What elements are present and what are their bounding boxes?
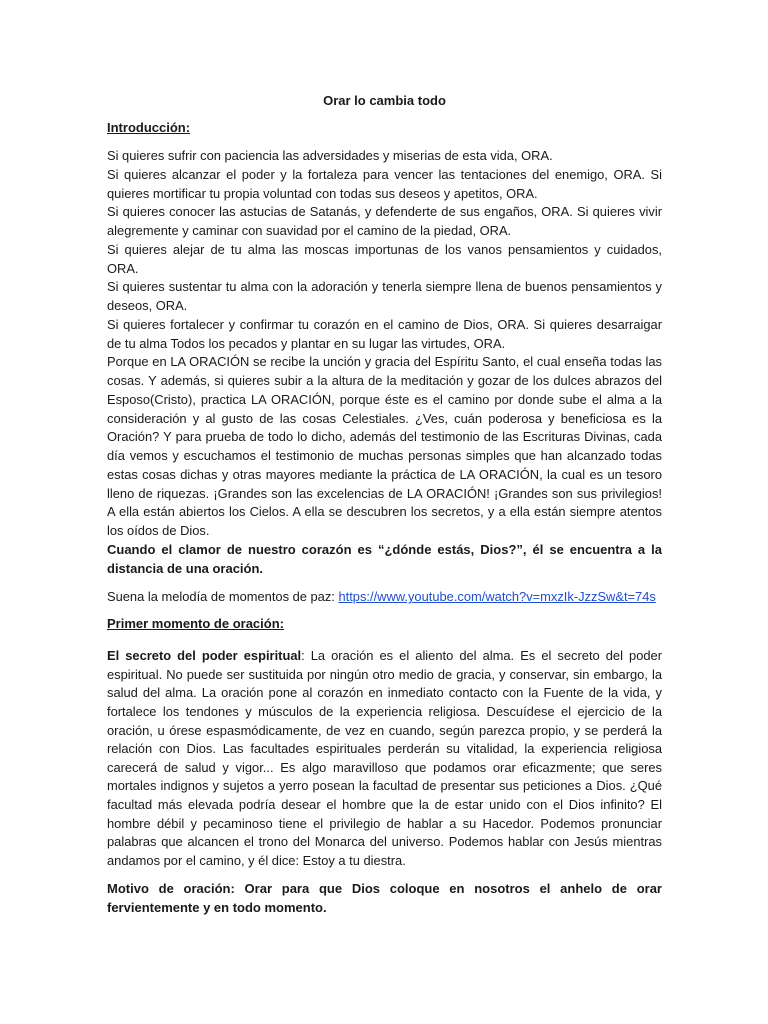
intro-line: Si quieres fortalecer y confirmar tu corazón en el camino de Dios, ORA. Si quieres desarraigar de tu alma Todos los pecados y plantar en su lugar las virtudes, ORA. xyxy=(107,316,662,351)
section1-paragraph xyxy=(107,647,662,870)
section1-heading: Primer momento de oración: xyxy=(107,616,284,632)
prayer-motive: Motivo de oración: Orar para que Dios coloque en nosotros el anhelo de orar fervientemente y en todo momento. xyxy=(107,881,662,916)
intro-line: Porque en LA ORACIÓN se recibe la unción y gracia del Espíritu Santo, el cual enseña todas las cosas. Y además, si quieres subir a la altura de la meditación y gozar de los dulces abrazos del Esposo(Cristo), practica LA ORACIÓN, porque éste es el camino por donde sube el alma a la consideración y al gusto de las cosas Celestiales. ¿Ves, cuán poderosa y beneficiosa es la Oración? Y para prueba de todo lo dicho, además del testimonio de las Escrituras Divinas, cada día vemos y escuchamos el testimonio de muchas personas simples que han alcanzado todas estas cosas dichas y otras mayores mediante la práctica de LA ORACIÓN, la cual es un tesoro lleno de riquezas. ¡Grandes son las excelencias de LA ORACIÓN! ¡Grandes son sus privilegios! A ella están abiertos los Cielos. A ella se descubren los secretos, y a ella están siempre atentos los oídos de Dios. xyxy=(107,354,662,538)
intro-heading: Introducción: xyxy=(107,120,191,135)
intro-body xyxy=(107,147,662,541)
intro-line: Si quieres alcanzar el poder y la fortaleza para vencer las tentaciones del enemigo, ORA. Si quieres mortificar tu propia voluntad con todas sus deseos y apetitos, ORA. xyxy=(107,166,662,201)
section1-body: : La oración es el aliento del alma. Es el secreto del poder espiritual. No puede ser sustituida por ningún otro medio de gracia, y conservar, sin embargo, la salud del alma. La oración pone al corazón en inmediato contacto con la Fuente de la vida, y fortalece los tendones y músculos de la experiencia religiosa. Descuídese el ejercicio de la oración, u órese espasmódicamente, de vez en cuando, según parezca propio, y se perderá la relación con Dios. Las facultades espirituales perderán su vitalidad, la experiencia religiosa carecerá de salud y vigor... Es algo maravilloso que podamos orar eficazmente; que seres mortales indignos y sujetos a yerro posean la facultad de presentar sus peticiones a Dios. ¿Qué facultad más elevada podría desear el hombre que la de estar unido con el Dios infinito? El hombre débil y pecaminoso tiene el privilegio de hablar a su Hacedor. Podemos pronunciar palabras que alcancen el trono del Monarca del universo. Podemos hablar con Jesús mientras andamos por el camino, y él dice: Estoy a tu diestra. xyxy=(107,648,663,868)
music-link[interactable]: https://www.youtube.com/watch?v=mxzIk-JzzSw&t=74s xyxy=(338,589,656,605)
intro-line: Si quieres alejar de tu alma las moscas importunas de los vanos pensamientos y cuidados, ORA. xyxy=(107,241,662,276)
document-title: Orar lo cambia todo xyxy=(323,93,446,108)
intro-line: Si quieres sufrir con paciencia las adversidades y miserias de esta vida, ORA. xyxy=(107,148,553,163)
music-label: Suena la melodía de momentos de paz: xyxy=(107,589,339,605)
intro-bold-statement: Cuando el clamor de nuestro corazón es “¿dónde estás, Dios?”, él se encuentra a la distancia de una oración. xyxy=(107,541,662,576)
music-line xyxy=(107,588,662,606)
intro-line: Si quieres conocer las astucias de Satanás, y defenderte de sus engaños, ORA. Si quieres vivir alegremente y caminar con suavidad por el camino de la piedad, ORA. xyxy=(107,204,662,238)
section1-lead: El secreto del poder espiritual xyxy=(107,648,302,664)
intro-line: Si quieres sustentar tu alma con la adoración y tenerla siempre llena de buenos pensamientos y deseos, ORA. xyxy=(107,279,662,313)
